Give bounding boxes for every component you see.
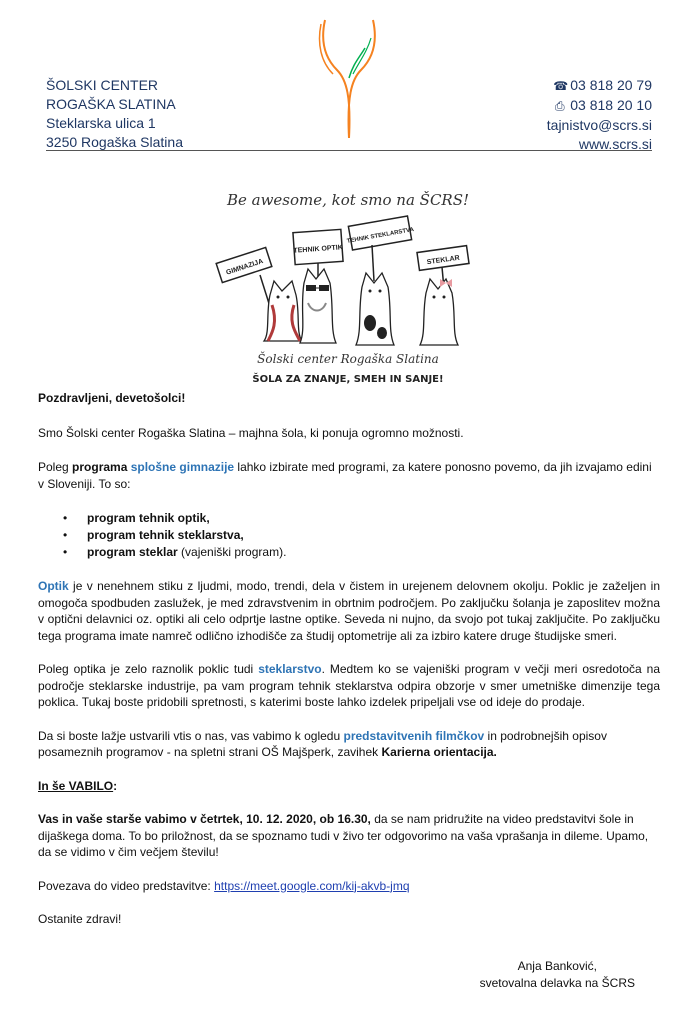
- film-text-b: in podrobnejših opisov posameznih programov - na spletni strani OŠ Majšperk, zavihek: [38, 728, 607, 759]
- program-name: program tehnik optik,: [87, 511, 210, 525]
- phone-number: 03 818 20 79: [570, 77, 652, 93]
- phone-icon: ☎: [553, 79, 569, 93]
- video-label: Povezava do video predstavitve:: [38, 878, 215, 893]
- optik-text: je v nenehnem stiku z ljudmi, modo, trendi, dela v čistem in urejenem delovnem okolju. Poklic je zaželjen in omogoča spodbuden zaslužek, je med zdravstvenim in obrtnim področjem. Po zaključku šolanja je zaposlitev možna v optični delavnici oz. optiki ali celo odprtje lastne optike. Seveda ni nujno, da svojo pot tukaj zaključite. Po zaključku tega programa imate namreč odlično izhodišče za študij optometrije ali za izbiro katere druge študijske smeri.: [38, 579, 660, 643]
- p2-text-b: programa: [72, 460, 131, 474]
- school-street: Steklarska ulica 1: [46, 115, 156, 131]
- program-name: program steklar: [87, 545, 178, 559]
- signature-block: [480, 958, 635, 992]
- school-name-line1: ŠOLSKI CENTER: [46, 77, 159, 93]
- p2-text-a: Poleg: [38, 460, 73, 474]
- email-address[interactable]: tajnistvo@scrs.si: [546, 117, 652, 133]
- fax-line: [547, 96, 652, 116]
- phone-line: [547, 76, 652, 96]
- website[interactable]: www.scrs.si: [578, 136, 652, 152]
- invite-text: da se nam pridružite na video predstavitvi šole in dijaškega doma. To bo priložnost, da se spoznamo tudi v živo ter odgovorimo na vaša vprašanja in dileme. Upamo, da se vidimo v čim večjem številu!: [38, 812, 649, 859]
- school-contacts: [547, 76, 652, 154]
- program-name: program tehnik steklarstva,: [87, 528, 244, 542]
- sign-label-gimnazija: GIMNAZIJA: [225, 258, 265, 277]
- sign-label-tehnik-optik: TEHNIK OPTIK: [293, 244, 344, 255]
- signature-role: svetovalna delavka na ŠCRS: [479, 976, 635, 990]
- greeting: Pozdravljeni, devetošolci!: [38, 391, 186, 405]
- list-item: [38, 527, 660, 544]
- optik-paragraph: [38, 578, 660, 644]
- cat-optik: [300, 269, 336, 343]
- fax-number: 03 818 20 10: [570, 97, 652, 113]
- films-paragraph: [38, 728, 660, 761]
- invite-heading: [38, 778, 660, 795]
- sign-label-tehnik-steklarstva: TEHNIK STEKLARSTVA: [346, 227, 415, 245]
- program-note: (vajeniški program).: [177, 545, 287, 559]
- cat-gimnazija: [264, 281, 302, 341]
- sign-label-steklar: STEKLAR: [426, 254, 461, 267]
- films-highlight: predstavitvenih filmčkov: [343, 728, 485, 743]
- programs-list: [38, 510, 660, 561]
- steklarstvo-highlight: steklarstvo: [258, 662, 322, 676]
- steklarstvo-paragraph: [38, 661, 660, 711]
- closing: Ostanite zdravi!: [38, 912, 122, 926]
- optik-highlight: Optik: [38, 579, 69, 593]
- fax-icon: ⎙: [554, 99, 565, 113]
- school-city: 3250 Rogaška Slatina: [46, 134, 183, 150]
- cat-steklar: [420, 279, 458, 345]
- stekl-text-b: . Medtem ko se vajeniški program v večji meri osredotoča na področje steklarske industrije, pa vam program tehnik steklarstva odpira obzorje v smer umetniške dimenzije tega poklica. Tukaj boste pridobili spretnosti, s katerimi boste lahko izdelek pripeljali vse od ideje do prodaje.: [38, 662, 661, 709]
- sign-tehnik-steklarstva: [347, 216, 416, 281]
- sign-tehnik-optik: [293, 229, 343, 281]
- invite-heading-colon: :: [113, 778, 118, 793]
- programs-paragraph: [38, 459, 660, 492]
- letter-body: [38, 390, 660, 928]
- video-paragraph: [38, 878, 660, 895]
- school-logo: [313, 18, 385, 140]
- sign-gimnazija: [216, 247, 272, 313]
- invite-paragraph: [38, 811, 660, 861]
- gimnazija-highlight: splošne gimnazije: [130, 460, 235, 474]
- header-divider: [46, 150, 652, 151]
- karierna-orientacija: Karierna orientacija.: [381, 745, 497, 759]
- p2-text-d: lahko izbirate med programi, za katere ponosno povemo, da jih izvajamo edini v Sloveniji. To so:: [38, 460, 652, 491]
- school-name-line2: ROGAŠKA SLATINA: [46, 96, 176, 112]
- school-address: [46, 76, 183, 152]
- film-text-a: Da si boste lažje ustvarili vtis o nas, vas vabimo k ogledu: [38, 728, 344, 743]
- cats-illustration: [212, 183, 484, 388]
- intro-paragraph: Smo Šolski center Rogaška Slatina – majhna šola, ki ponuja ogromno možnosti.: [38, 425, 464, 440]
- illustration-motto: ŠOLA ZA ZNANJE, SMEH IN SANJE!: [252, 374, 444, 385]
- illustration-caption: Šolski center Rogaška Slatina: [257, 352, 439, 366]
- invite-heading-text: In še VABILO: [38, 778, 114, 793]
- list-item: [38, 510, 660, 527]
- video-link[interactable]: https://meet.google.com/kij-akvb-jmq: [214, 878, 410, 893]
- illustration-slogan: Be awesome, kot smo na ŠCRS!: [226, 191, 470, 209]
- signature-name: Anja Banković,: [517, 959, 597, 973]
- invite-date: Vas in vaše starše vabimo v četrtek, 10. 12. 2020, ob 16.30,: [38, 812, 371, 826]
- list-item: [38, 544, 660, 561]
- stekl-text-a: Poleg optika je zelo raznolik poklic tudi: [38, 662, 259, 676]
- cat-tehnik-steklarstva: [356, 273, 394, 345]
